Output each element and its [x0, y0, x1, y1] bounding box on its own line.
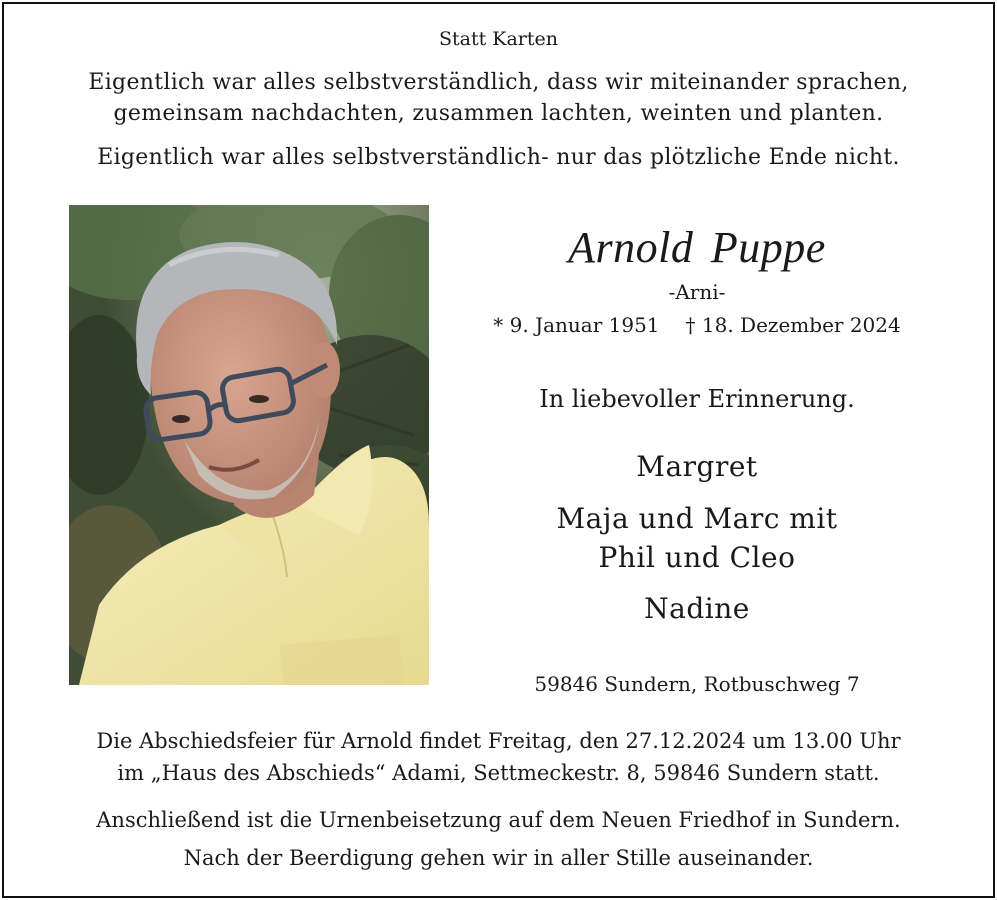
- deceased-name: Arnold Puppe: [568, 223, 826, 272]
- intro-line-3: Eigentlich war alles selbstverständlich- nur das plötzliche Ende nicht.: [97, 145, 900, 170]
- family-member: Maja und Marc mit: [556, 502, 838, 535]
- intro-line-2: gemeinsam nachdachten, zusammen lachten, weinten und planten.: [113, 101, 884, 126]
- burial-line: Anschließend ist die Urnenbeisetzung auf dem Neuen Friedhof in Sundern.: [96, 808, 901, 832]
- ceremony-line-1: Die Abschiedsfeier für Arnold findet Freitag, den 27.12.2024 um 13.00 Uhr: [96, 729, 901, 753]
- intro-line-1: Eigentlich war alles selbstverständlich, dass wir miteinander sprachen,: [88, 70, 909, 95]
- family-address: 59846 Sundern, Rotbuschweg 7: [534, 672, 860, 696]
- life-dates: [447, 313, 947, 337]
- family-member: Margret: [636, 450, 758, 483]
- statt-karten-label: Statt Karten: [438, 28, 558, 50]
- deceased-nickname: -Arni-: [668, 280, 726, 304]
- remembrance-line: In liebevoller Erinnerung.: [539, 385, 855, 413]
- death-date: † 18. Dezember 2024: [685, 313, 901, 337]
- portrait-photo: [69, 205, 429, 685]
- family-member: Nadine: [644, 592, 750, 625]
- family-member: Phil und Cleo: [598, 541, 796, 574]
- closing-line: Nach der Beerdigung gehen wir in aller Stille auseinander.: [183, 846, 814, 870]
- birth-date: * 9. Januar 1951: [493, 313, 660, 337]
- ceremony-line-2: im „Haus des Abschieds“ Adami, Settmeckestr. 8, 59846 Sundern statt.: [117, 761, 880, 785]
